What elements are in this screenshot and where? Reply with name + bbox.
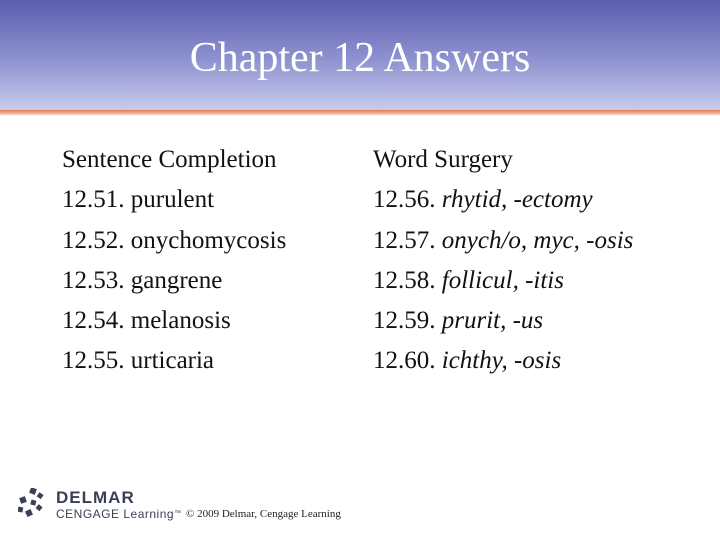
answer-text: urticaria — [130, 347, 215, 375]
slide-header — [0, 0, 720, 110]
answer-number: 12.59. — [373, 307, 436, 335]
answer-number: 12.60. — [373, 347, 436, 375]
logo-sub-text: CENGAGE Learning™ — [56, 507, 182, 521]
answer-number: 12.56. — [373, 186, 436, 214]
copyright-notice: © 2009 Delmar, Cengage Learning — [186, 508, 341, 520]
answer-line — [373, 180, 633, 220]
delmar-cengage-logo-icon — [18, 488, 48, 520]
answer-line — [62, 180, 286, 220]
header-divider — [0, 110, 720, 116]
logo-brand-text: DELMAR — [56, 488, 135, 507]
word-surgery-column — [373, 140, 633, 382]
answer-line — [62, 341, 286, 381]
answer-number: 12.55. — [62, 347, 125, 375]
answer-text: prurit, -us — [441, 307, 544, 335]
answer-number: 12.54. — [62, 307, 125, 335]
answer-line — [62, 301, 286, 341]
slide-title: Chapter 12 Answers — [189, 35, 531, 81]
answer-line — [373, 221, 633, 261]
answer-text: purulent — [130, 186, 215, 214]
column-heading: Sentence Completion — [62, 146, 277, 173]
answer-number: 12.58. — [373, 266, 436, 294]
answer-number: 12.57. — [373, 226, 436, 254]
answer-text: melanosis — [130, 307, 231, 335]
answer-number: 12.51. — [62, 186, 125, 214]
answer-line — [62, 221, 286, 261]
publisher-logo — [18, 488, 188, 524]
answer-line — [373, 341, 633, 381]
sentence-completion-column — [62, 140, 286, 382]
answer-text: ichthy, -osis — [441, 347, 562, 375]
answer-number: 12.52. — [62, 226, 125, 254]
answer-text: follicul, -itis — [441, 266, 564, 294]
answer-line — [373, 261, 633, 301]
answer-text: rhytid, -ectomy — [441, 186, 593, 214]
answer-line — [62, 261, 286, 301]
answer-text: onychomycosis — [130, 226, 287, 254]
answer-line — [373, 301, 633, 341]
column-heading: Word Surgery — [373, 146, 513, 173]
trademark-mark: ™ — [174, 510, 182, 517]
answer-text: gangrene — [130, 266, 223, 294]
answer-number: 12.53. — [62, 266, 125, 294]
answer-text: onych/o, myc, -osis — [441, 226, 634, 254]
